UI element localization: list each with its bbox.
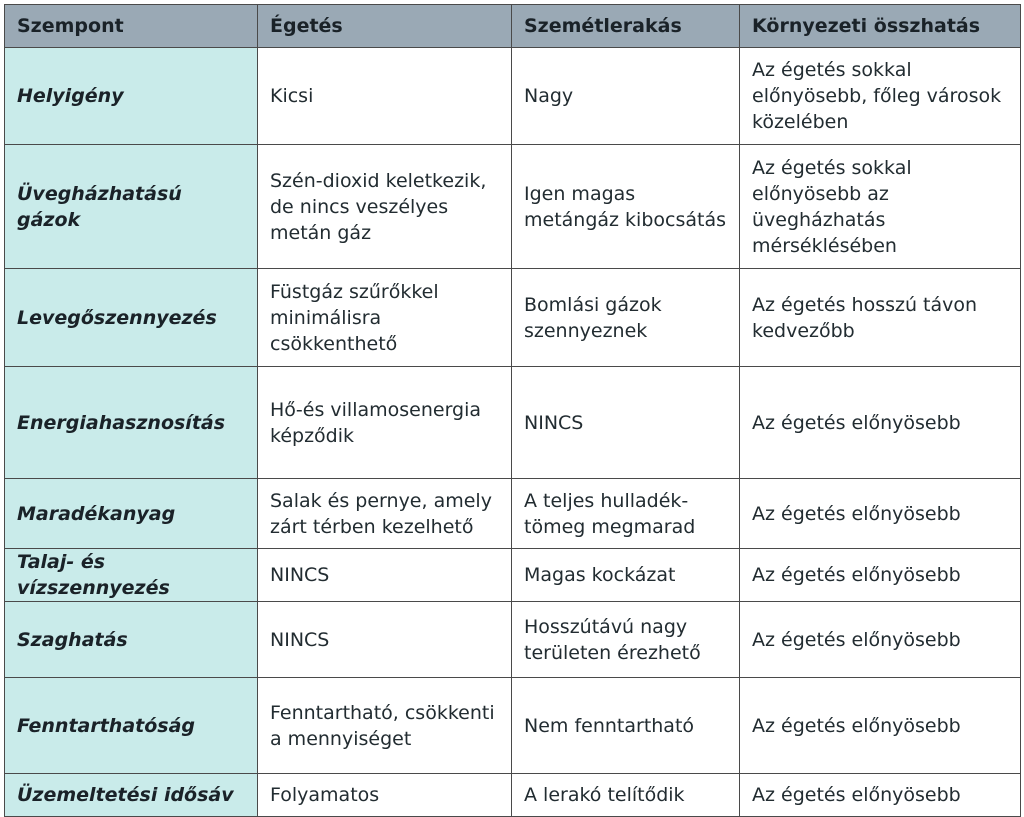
egetes-cell: Fenntartható, csökkenti a mennyiséget bbox=[258, 678, 512, 774]
egetes-cell: Füstgáz szűrőkkel minimálisra csökkenthető bbox=[258, 269, 512, 367]
egetes-cell: Kicsi bbox=[258, 48, 512, 145]
criterion-cell: Üzemeltetési idősáv bbox=[5, 774, 258, 817]
szemetlerakas-cell: A lerakó telítődik bbox=[512, 774, 740, 817]
egetes-cell: NINCS bbox=[258, 602, 512, 678]
szemetlerakas-cell: A teljes hulladék-tömeg megmarad bbox=[512, 479, 740, 549]
criterion-cell: Maradékanyag bbox=[5, 479, 258, 549]
header-osszhatas: Környezeti összhatás bbox=[740, 5, 1021, 48]
egetes-cell: Hő-és villamosenergia képződik bbox=[258, 367, 512, 479]
osszhatas-cell: Az égetés előnyösebb bbox=[740, 479, 1021, 549]
osszhatas-cell: Az égetés előnyösebb bbox=[740, 602, 1021, 678]
osszhatas-cell: Az égetés előnyösebb bbox=[740, 774, 1021, 817]
szemetlerakas-cell: Bomlási gázok szennyeznek bbox=[512, 269, 740, 367]
comparison-table bbox=[4, 4, 1021, 817]
szemetlerakas-cell: NINCS bbox=[512, 367, 740, 479]
header-egetes: Égetés bbox=[258, 5, 512, 48]
szemetlerakas-cell: Magas kockázat bbox=[512, 549, 740, 602]
egetes-cell: Folyamatos bbox=[258, 774, 512, 817]
criterion-cell: Üvegházhatású gázok bbox=[5, 145, 258, 269]
osszhatas-cell: Az égetés előnyösebb bbox=[740, 678, 1021, 774]
osszhatas-cell: Az égetés hosszú távon kedvezőbb bbox=[740, 269, 1021, 367]
szemetlerakas-cell: Hosszútávú nagy területen érezhető bbox=[512, 602, 740, 678]
table-row bbox=[5, 367, 1021, 479]
header-row bbox=[5, 5, 1021, 48]
table-row bbox=[5, 602, 1021, 678]
table-row bbox=[5, 145, 1021, 269]
szemetlerakas-cell: Nagy bbox=[512, 48, 740, 145]
osszhatas-cell: Az égetés előnyösebb bbox=[740, 367, 1021, 479]
table-row bbox=[5, 48, 1021, 145]
egetes-cell: Szén-dioxid keletkezik, de nincs veszélyes metán gáz bbox=[258, 145, 512, 269]
table-row bbox=[5, 549, 1021, 602]
table-row bbox=[5, 479, 1021, 549]
osszhatas-cell: Az égetés sokkal előnyösebb, főleg városok közelében bbox=[740, 48, 1021, 145]
osszhatas-cell: Az égetés előnyösebb bbox=[740, 549, 1021, 602]
header-szemetlerakas: Szemétlerakás bbox=[512, 5, 740, 48]
criterion-cell: Helyigény bbox=[5, 48, 258, 145]
criterion-cell: Talaj- és vízszennyezés bbox=[5, 549, 258, 602]
table-row bbox=[5, 269, 1021, 367]
header-szempont: Szempont bbox=[5, 5, 258, 48]
szemetlerakas-cell: Nem fenntartható bbox=[512, 678, 740, 774]
criterion-cell: Szaghatás bbox=[5, 602, 258, 678]
table-row bbox=[5, 774, 1021, 817]
osszhatas-cell: Az égetés sokkal előnyösebb az üvegházhatás mérséklésében bbox=[740, 145, 1021, 269]
criterion-cell: Fenntarthatóság bbox=[5, 678, 258, 774]
egetes-cell: NINCS bbox=[258, 549, 512, 602]
criterion-cell: Energiahasznosítás bbox=[5, 367, 258, 479]
table-row bbox=[5, 678, 1021, 774]
egetes-cell: Salak és pernye, amely zárt térben kezelhető bbox=[258, 479, 512, 549]
criterion-cell: Levegőszennyezés bbox=[5, 269, 258, 367]
szemetlerakas-cell: Igen magas metángáz kibocsátás bbox=[512, 145, 740, 269]
